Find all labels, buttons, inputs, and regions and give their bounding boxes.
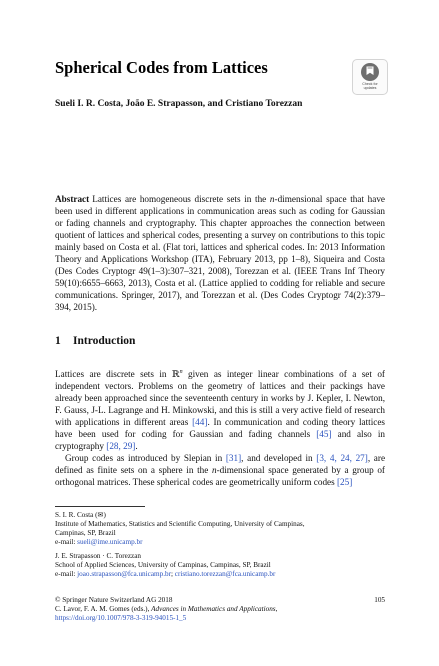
copyright-notice: © Springer Nature Switzerland AG 2018 <box>55 596 173 604</box>
footnote-divider <box>55 506 145 507</box>
page-number: 105 <box>374 596 385 604</box>
section-title: Introduction <box>73 335 136 347</box>
abstract <box>55 193 385 313</box>
footnote-affiliation-2: School of Applied Sciences, University of Campinas, Campinas, SP, Brazil <box>55 561 271 569</box>
check-for-updates-icon <box>360 62 380 82</box>
footnote-affiliation-1a: Institute of Mathematics, Statistics and Scientific Computing, University of Campinas, <box>55 520 305 528</box>
section-number: 1 <box>55 335 61 347</box>
section-heading <box>55 334 385 348</box>
footnote-email-2-row <box>55 570 385 579</box>
p2-text-a: Group codes as introduced by Slepian in <box>65 453 226 464</box>
p1-text-b: given as integer linear combinations of a set of independent vectors. Problems on the geometry of lattices and their packings have already been approached since the seventeenth century in works by J. Kepler, I. Newton, F. Gauss, J-L. Lagrange and H. Minkowski, and this is still a very active field of research with applications in different areas <box>55 369 385 428</box>
footnote-email-1-row <box>55 538 385 547</box>
chapter-title: Spherical Codes from Lattices <box>55 58 268 77</box>
badge-line-1: Check for <box>362 82 378 86</box>
citation-link[interactable]: [3, 4, 24, 27] <box>316 453 368 464</box>
citation-punctuation: , <box>275 605 278 613</box>
p1-text-a: Lattices are discrete sets in ℝ <box>55 369 180 380</box>
citation-link[interactable]: [44] <box>192 417 208 428</box>
paragraph-2 <box>55 452 385 488</box>
p1-text-d: and also in cryptography <box>55 429 385 452</box>
author-footnotes <box>55 511 385 584</box>
p2-text-d: -dimensional space generated by a group of orthogonal matrices. These spherical codes are geometrically uniform codes <box>55 465 385 488</box>
page-footer <box>55 596 385 623</box>
abstract-text-1: Lattices are homogeneous discrete sets in the <box>92 194 270 204</box>
email-label: e-mail: <box>55 538 78 546</box>
footnote-affiliation-1b: Campinas, SP, Brazil <box>55 529 116 537</box>
p1-text-c: . In communication and coding theory lattices have been used for coding for Gaussian and fading channels <box>55 417 385 440</box>
footnote-author-2-names: J. E. Strapasson · C. Torezzan <box>55 552 141 560</box>
email-link[interactable]: sueli@ime.unicamp.br <box>77 538 143 546</box>
citation-line <box>55 605 385 614</box>
paragraph-1 <box>55 366 385 452</box>
email-link[interactable]: cristiano.torezzan@fca.unicamp.br <box>174 570 276 578</box>
author-list: Sueli I. R. Costa, João E. Strapasson, and Cristiano Torezzan <box>55 99 303 109</box>
editors: C. Lavor, F. A. M. Gomes (eds.), <box>55 605 152 613</box>
citation-link[interactable]: [25] <box>337 477 353 488</box>
book-title: Advances in Mathematics and Applications <box>151 605 276 613</box>
abstract-text-2: -dimensional space that have been used in different applications in communication areas such as coding for Gaussian or fading channels and cryptography. This chapter approaches the connection between quotient of lattices and spherical codes, presenting a survey on contributions to this topic mainly based on Costa et al. (Flat tori, lattices and spherical codes. In: 2013 Information Theory and Applications Workshop (ITA), February 2013, pp 1–8), Siqueira and Costa (Des Codes Cryptogr 49(1–3):307–321, 2008), Torezzan et al. (IEEE Trans Inf Theory 59(10):6655–6663, 2013), Costa et al. (Lattice applied to codding for reliable and secure communications. Springer, 2017), and Torezzan et al. (Des Codes Cryptogr 74(2):379–394, 2015). <box>55 194 386 313</box>
email-separator: ; <box>171 570 175 578</box>
check-for-updates-badge[interactable] <box>352 59 388 95</box>
citation-link[interactable]: [45] <box>316 429 332 440</box>
abstract-label: Abstract <box>55 194 90 204</box>
email-label: e-mail: <box>55 570 78 578</box>
p1-text-e: . <box>135 441 138 452</box>
footnote-author-1 <box>55 511 385 547</box>
citation-link[interactable]: [31] <box>225 453 242 464</box>
footnote-author-2 <box>55 552 385 579</box>
doi-link[interactable]: https://doi.org/10.1007/978-3-319-94015-1_5 <box>55 614 187 622</box>
p1-superscript-n: n <box>179 369 183 375</box>
p2-text-c: , are defined as finite sets on a sphere in the <box>55 453 386 476</box>
p2-text-b: , and developed in <box>241 453 317 464</box>
p2-n: n <box>211 465 217 476</box>
footer-row <box>55 596 385 605</box>
abstract-n: n <box>269 194 275 204</box>
badge-line-2: updates <box>363 86 377 90</box>
footnote-author-1-name: S. I. R. Costa (✉) <box>55 511 106 519</box>
email-link[interactable]: joao.strapasson@fca.unicamp.br <box>77 570 171 578</box>
body-text <box>55 366 385 489</box>
citation-link[interactable]: [28, 29] <box>106 441 136 452</box>
